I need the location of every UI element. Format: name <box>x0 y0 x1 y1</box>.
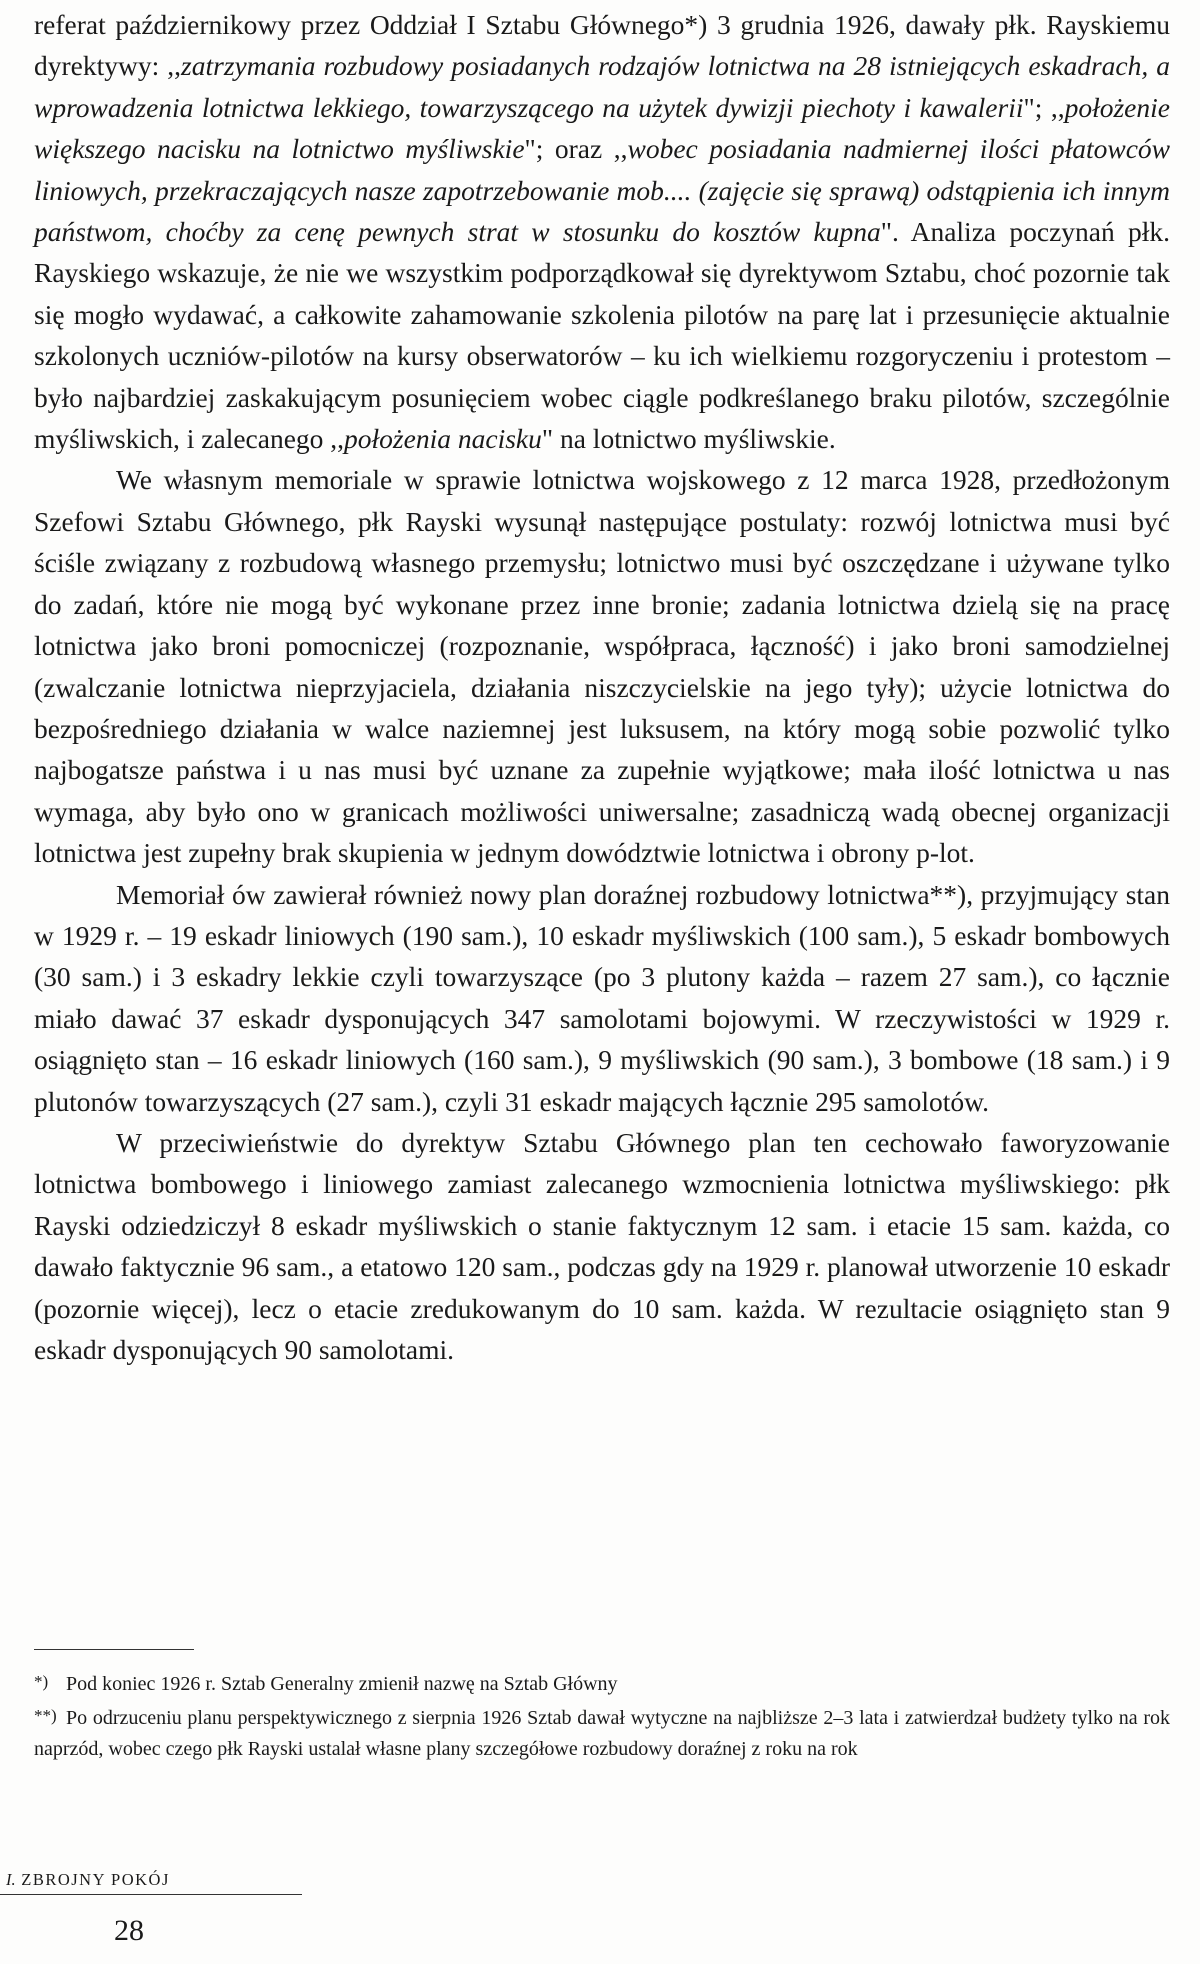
body-text <box>34 4 1170 1370</box>
footnote-marker: **) <box>34 1706 57 1725</box>
text-run: We własnym memoriale w sprawie lotnictwa wojskowego z 12 marca 1928, przedłożonym Szefowi Sztabu Głównego, płk Rayski wysunął następujące postulaty: rozwój lotnictwa musi być ściśle związany z rozbudową własnego przemysłu; lotnictwo musi być oszczędzane i używane tylko do zadań, które nie mogą być wykonane przez inne bronie; zadania lotnictwa dzielą się na pracę lotnictwa jako broni pomocniczej (rozpoznanie, współpraca, łączność) i jako broni samodzielnej (zwalczanie lotnictwa nieprzyjaciela, działania niszczycielskie na jego tyły); użycie lotnictwa do bezpośredniego działania w walce naziemnej jest luksusem, na który mogą sobie pozwolić tylko najbogatsze państwa i u nas musi być uznane za zupełnie wyjątkowe; mała ilość lotnictwa u nas wymaga, aby było ono w granicach możliwości uniwersalne; zasadniczą wadą obecnej organizacji lotnictwa jest zupełny brak skupienia w jednym dowództwie lotnictwa i obrony p-lot. <box>34 464 1170 869</box>
text-run: W przeciwieństwie do dyrektyw Sztabu Głównego plan ten cechowało faworyzowanie lotnictwa bombowego i liniowego zamiast zalecanego wzmocnienia lotnictwa myśliwskiego: płk Rayski odziedziczył 8 eskadr myśliwskich o stanie faktycznym 12 sam. i etacie 15 sam. każda, co dawało faktycznie 96 sam., a etatowo 120 sam., podczas gdy na 1929 r. planował utworzenie 10 eskadr (pozornie więcej), lecz o etacie zredukowanym do 10 sam. każda. W rezultacie osiągnięto stan 9 eskadr dysponujących 90 samolotami. <box>34 1126 1170 1365</box>
text-run: "; oraz ,, <box>524 133 628 165</box>
footnote-2 <box>34 1700 1170 1765</box>
italic-quote: położenia nacisku <box>344 423 542 455</box>
footnotes <box>34 1666 1170 1765</box>
paragraph-4 <box>34 1122 1170 1370</box>
footnote-marker: *) <box>34 1672 49 1691</box>
footnote-1 <box>34 1666 1170 1700</box>
running-head-rule <box>0 1894 302 1895</box>
section-title: ZBROJNY POKÓJ <box>21 1870 170 1889</box>
text-run: Memoriał ów zawierał również nowy plan doraźnej rozbudowy lotnictwa**), przyjmujący stan w 1929 r. – 19 eskadr liniowych (190 sam.), 10 eskadr myśliwskich (100 sam.), 5 eskadr bombowych (30 sam.) i 3 eskadry lekkie czyli towarzyszące (po 3 plutony każda – razem 27 sam.), co łącznie miało dawać 37 eskadr dysponujących 347 samolotami bojowymi. W rzeczywistości w 1929 r. osiągnięto stan – 16 eskadr liniowych (160 sam.), 9 myśliwskich (90 sam.), 3 bombowe (18 sam.) i 9 plutonów towarzyszących (27 sam.), czyli 31 eskadr mających łącznie 295 samolotów. <box>34 878 1170 1117</box>
paragraph-1 <box>34 4 1170 459</box>
paragraph-3 <box>34 874 1170 1122</box>
page-number: 28 <box>114 1914 144 1947</box>
italic-quote: wobec posiadania nadmiernej ilości płatowców liniowych, przekraczających nasze zapotrzebowanie mob.... (zajęcie się sprawą) odstąpienia ich innym państwom, choćby za cenę pewnych strat w stosunku do kosztów kupna <box>34 133 1170 248</box>
series-number: I. <box>6 1870 16 1889</box>
text-run: ". Analiza poczynań płk. Rayskiego wskazuje, że nie we wszystkim podporządkował się dyrektywom Sztabu, choć pozornie tak się mogło wydawać, a całkowite zahamowanie szkolenia pilotów na parę lat i przesunięcie aktualnie szkolonych uczniów-pilotów na kursy obserwatorów – ku ich wielkiemu rozgoryczeniu i protestom – było najbardziej zaskakującym posunięciem wobec ciągle podkreślanego braku pilotów, szczególnie myśliwskich, i zalecanego ,, <box>34 216 1171 455</box>
running-head <box>6 1870 170 1890</box>
footnote-divider <box>34 1649 194 1650</box>
italic-quote: zatrzymania rozbudowy posiadanych rodzajów lotnictwa na 28 istniejących eskadrach, a wprowadzenia lotnictwa lekkiego, towarzyszącego na użytek dywizji piechoty i kawalerii <box>34 50 1170 123</box>
text-run: "; ,, <box>1023 91 1065 123</box>
footnote-text: Pod koniec 1926 r. Sztab Generalny zmienił nazwę na Sztab Główny <box>66 1673 618 1695</box>
italic-quote: położenie większego nacisku na lotnictwo myśliwskie <box>34 91 1170 165</box>
text-run: " na lotnictwo myśliwskie. <box>541 423 836 455</box>
text-run: referat październikowy przez Oddział I Sztabu Głównego*) 3 grudnia 1926, dawały płk. Rayskiemu dyrektywy: ,, <box>34 9 1170 82</box>
paragraph-2 <box>34 459 1170 873</box>
footnote-text: Po odrzuceniu planu perspektywicznego z sierpnia 1926 Sztab dawał wytyczne na najbliższe 2–3 lata i zatwierdzał budżety tylko na rok naprzód, wobec czego płk Rayski ustalał własne plany szczegółowe rozbudowy doraźnej z roku na rok <box>34 1707 1170 1760</box>
